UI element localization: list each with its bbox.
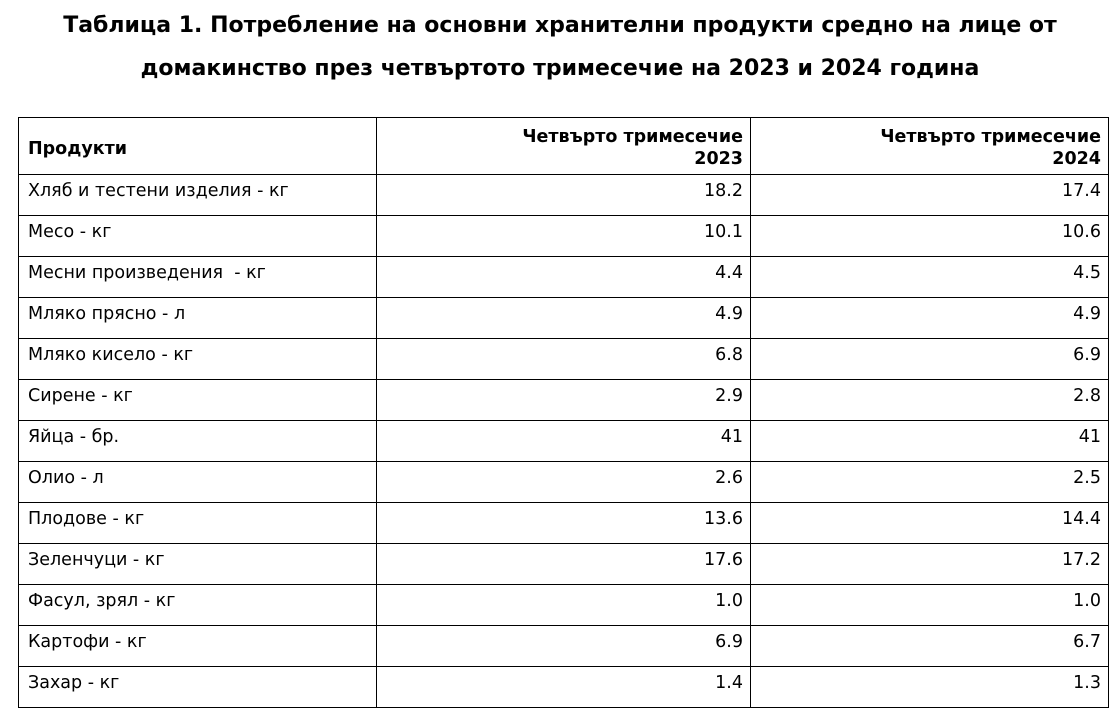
consumption-table <box>18 117 1109 708</box>
value-2024: 41 <box>751 421 1109 462</box>
value-2023: 4.9 <box>377 298 751 339</box>
table-row <box>19 257 1109 298</box>
product-name: Фасул, зрял - кг <box>19 585 377 626</box>
table-row <box>19 626 1109 667</box>
value-2023: 2.6 <box>377 462 751 503</box>
table-row <box>19 585 1109 626</box>
title-line-1: Таблица 1. Потребление на основни хранителни продукти средно на лице от <box>63 13 1057 38</box>
header-q4-2024-label: Четвърто тримесечие <box>880 126 1101 147</box>
table-row <box>19 462 1109 503</box>
header-products: Продукти <box>19 118 377 175</box>
value-2023: 1.4 <box>377 667 751 708</box>
value-2024: 14.4 <box>751 503 1109 544</box>
value-2024: 17.4 <box>751 175 1109 216</box>
product-name: Мляко прясно - л <box>19 298 377 339</box>
table-row <box>19 503 1109 544</box>
value-2024: 4.9 <box>751 298 1109 339</box>
value-2023: 4.4 <box>377 257 751 298</box>
header-q4-2023 <box>377 118 751 175</box>
product-name: Хляб и тестени изделия - кг <box>19 175 377 216</box>
value-2023: 13.6 <box>377 503 751 544</box>
value-2024: 1.0 <box>751 585 1109 626</box>
product-name: Месни произведения - кг <box>19 257 377 298</box>
value-2023: 6.9 <box>377 626 751 667</box>
table-row <box>19 544 1109 585</box>
value-2023: 2.9 <box>377 380 751 421</box>
header-q4-2023-label: Четвърто тримесечие <box>522 126 743 147</box>
product-name: Олио - л <box>19 462 377 503</box>
table-row <box>19 339 1109 380</box>
header-q4-2024-year: 2024 <box>1052 148 1101 169</box>
product-name: Яйца - бр. <box>19 421 377 462</box>
value-2024: 2.5 <box>751 462 1109 503</box>
table-row <box>19 298 1109 339</box>
value-2024: 4.5 <box>751 257 1109 298</box>
value-2024: 17.2 <box>751 544 1109 585</box>
value-2023: 10.1 <box>377 216 751 257</box>
value-2024: 6.7 <box>751 626 1109 667</box>
table-header-row <box>19 118 1109 175</box>
product-name: Зеленчуци - кг <box>19 544 377 585</box>
value-2023: 1.0 <box>377 585 751 626</box>
table-row <box>19 216 1109 257</box>
table-row <box>19 380 1109 421</box>
product-name: Картофи - кг <box>19 626 377 667</box>
value-2023: 41 <box>377 421 751 462</box>
value-2024: 1.3 <box>751 667 1109 708</box>
header-q4-2023-year: 2023 <box>694 148 743 169</box>
value-2023: 18.2 <box>377 175 751 216</box>
value-2024: 10.6 <box>751 216 1109 257</box>
title-line-2: домакинство през четвъртото тримесечие на 2023 и 2024 година <box>140 56 980 81</box>
table-row <box>19 175 1109 216</box>
table-row <box>19 421 1109 462</box>
product-name: Месо - кг <box>19 216 377 257</box>
product-name: Сирене - кг <box>19 380 377 421</box>
header-q4-2024 <box>751 118 1109 175</box>
value-2024: 2.8 <box>751 380 1109 421</box>
product-name: Плодове - кг <box>19 503 377 544</box>
page-title <box>0 4 1120 90</box>
table-row <box>19 667 1109 708</box>
value-2024: 6.9 <box>751 339 1109 380</box>
product-name: Мляко кисело - кг <box>19 339 377 380</box>
value-2023: 6.8 <box>377 339 751 380</box>
product-name: Захар - кг <box>19 667 377 708</box>
value-2023: 17.6 <box>377 544 751 585</box>
